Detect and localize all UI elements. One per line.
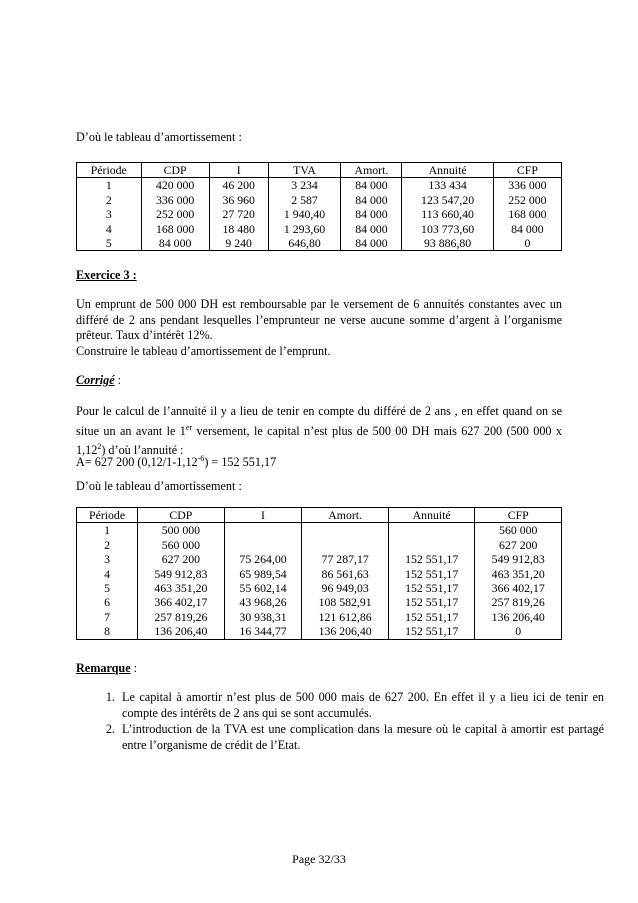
list-item: 2. L’introduction de la TVA est une complication dans la mesure où le capital à amortir est partagé entre l’organisme de crédit de l’Etat.: [118, 722, 604, 753]
table-cell: 560 000: [138, 538, 225, 552]
table-cell: 65 989,54: [224, 567, 302, 581]
table-cell: 3 234: [268, 178, 341, 193]
table-cell: [388, 523, 475, 538]
table-cell: 366 402,17: [138, 595, 225, 609]
header-cell: Annuité: [388, 508, 475, 523]
intro-text-1: D’où le tableau d’amortissement :: [76, 130, 242, 144]
table-cell: 84 000: [341, 178, 402, 193]
header-cell: I: [224, 508, 302, 523]
table-cell: 1: [77, 523, 138, 538]
table-row: [77, 567, 562, 581]
header-cell: TVA: [268, 163, 341, 178]
table-cell: 336 000: [141, 193, 209, 207]
table-cell: 43 968,26: [224, 595, 302, 609]
table-row: [77, 581, 562, 595]
table-row: [77, 538, 562, 552]
table-cell: 252 000: [141, 207, 209, 221]
table-row: [77, 178, 562, 193]
table-cell: 8: [77, 624, 138, 639]
remarque-heading: [76, 661, 562, 677]
superscript-2: 2: [97, 442, 102, 452]
table-cell: 108 582,91: [302, 595, 389, 609]
table-cell: 463 351,20: [138, 581, 225, 595]
table-cell: 84 000: [493, 222, 561, 236]
table-cell: [302, 523, 389, 538]
table-cell: 9 240: [209, 236, 268, 251]
corrige-colon: :: [114, 373, 122, 387]
table-cell: 152 551,17: [388, 567, 475, 581]
table-cell: 463 351,20: [475, 567, 562, 581]
table-row: [77, 523, 562, 538]
table-cell: 549 912,83: [475, 552, 562, 566]
table-cell: 5: [77, 236, 142, 251]
document-page: [76, 0, 604, 903]
table-cell: 121 612,86: [302, 610, 389, 624]
table-cell: 336 000: [493, 178, 561, 193]
table-cell: 96 949,03: [302, 581, 389, 595]
table-cell: 4: [77, 222, 142, 236]
corrige-heading: [76, 373, 562, 389]
table-cell: 0: [493, 236, 561, 251]
table-row: [77, 193, 562, 207]
table-cell: 3: [77, 552, 138, 566]
table-cell: 136 206,40: [302, 624, 389, 639]
table-header-row: [77, 508, 562, 523]
remarque-colon: :: [130, 661, 138, 675]
amortization-table-2: [76, 507, 562, 640]
formula-b: ) = 152 551,17: [204, 455, 277, 470]
page-footer: Page 32/33: [292, 852, 346, 866]
table-cell: 152 551,17: [388, 581, 475, 595]
exercise-task: Construire le tableau d’amortissement de l’emprunt.: [76, 344, 331, 358]
table-cell: 36 960: [209, 193, 268, 207]
table-cell: 152 551,17: [388, 552, 475, 566]
table-cell: 84 000: [341, 207, 402, 221]
table-cell: 84 000: [141, 236, 209, 251]
table-cell: [388, 538, 475, 552]
amortization-table-1: [76, 162, 562, 251]
table-cell: 152 551,17: [388, 595, 475, 609]
table-cell: 16 344,77: [224, 624, 302, 639]
corrige-text-b: versement, le capital n’est plus de 500 00 DH mais 627 200 (500 000 x 1,12: [76, 423, 562, 458]
table-cell: 257 819,26: [475, 595, 562, 609]
table-cell: 27 720: [209, 207, 268, 221]
table-cell: [302, 538, 389, 552]
table-cell: 2 587: [268, 193, 341, 207]
intro-text-2: D’où le tableau d’amortissement :: [76, 479, 242, 493]
table-cell: 646,80: [268, 236, 341, 251]
table-cell: 136 206,40: [138, 624, 225, 639]
table-cell: 136 206,40: [475, 610, 562, 624]
table-cell: 168 000: [493, 207, 561, 221]
table-cell: 123 547,20: [402, 193, 493, 207]
superscript-minus6: -6: [197, 454, 205, 463]
exercise-title: Exercice 3 :: [76, 268, 137, 282]
table-cell: 257 819,26: [138, 610, 225, 624]
table-body: [77, 178, 562, 251]
table-cell: 133 434: [402, 178, 493, 193]
list-item: 1. Le capital à amortir n’est plus de 500 000 mais de 627 200. En effet il y a lieu ici de tenir en compte des intérêts de 2 ans qui se sont accumulés.: [118, 690, 604, 721]
table-cell: 627 200: [138, 552, 225, 566]
table-cell: 113 660,40: [402, 207, 493, 221]
table-cell: 2: [77, 193, 142, 207]
header-cell: CFP: [493, 163, 561, 178]
table-cell: 0: [475, 624, 562, 639]
exercise-text: Un emprunt de 500 000 DH est remboursable par le versement de 6 annuités constantes avec un différé de 2 ans pendant lesquelles l’emprunteur ne verse aucune somme d’argent à l’organisme prêteur. Taux d’intérêt 12%.: [76, 297, 562, 342]
header-cell: Période: [77, 508, 138, 523]
table-cell: 152 551,17: [388, 610, 475, 624]
table-row: [77, 595, 562, 609]
remarque-list: [76, 690, 604, 754]
table-cell: 46 200: [209, 178, 268, 193]
header-cell: Amort.: [302, 508, 389, 523]
table-cell: 77 287,17: [302, 552, 389, 566]
annuity-formula: [76, 451, 562, 471]
table-cell: 560 000: [475, 523, 562, 538]
table-cell: 84 000: [341, 193, 402, 207]
table-cell: 3: [77, 207, 142, 221]
table-cell: 93 886,80: [402, 236, 493, 251]
table-cell: 2: [77, 538, 138, 552]
table-cell: 252 000: [493, 193, 561, 207]
header-cell: I: [209, 163, 268, 178]
header-cell: CDP: [141, 163, 209, 178]
table-cell: 103 773,60: [402, 222, 493, 236]
table-cell: 152 551,17: [388, 624, 475, 639]
corrige-text-c: ) d’où l’annuité :: [101, 443, 184, 458]
table-cell: [224, 523, 302, 538]
header-cell: Annuité: [402, 163, 493, 178]
table-cell: 4: [77, 567, 138, 581]
table-cell: 1 940,40: [268, 207, 341, 221]
table-cell: [224, 538, 302, 552]
table-cell: 549 912,83: [138, 567, 225, 581]
header-cell: CDP: [138, 508, 225, 523]
header-cell: CFP: [475, 508, 562, 523]
table-row: [77, 624, 562, 639]
table-cell: 168 000: [141, 222, 209, 236]
corrige-title: Corrigé: [76, 373, 115, 387]
table-cell: 84 000: [341, 236, 402, 251]
table-row: [77, 236, 562, 251]
table-cell: 627 200: [475, 538, 562, 552]
table-row: [77, 552, 562, 566]
table-cell: 1 293,60: [268, 222, 341, 236]
header-cell: Amort.: [341, 163, 402, 178]
table-cell: 366 402,17: [475, 581, 562, 595]
table-header-row: [77, 163, 562, 178]
corrige-text-a: Pour le calcul de l’annuité il y a lieu de tenir en compte du différé de 2 ans , en effet quand on se situe un an avant le 1: [76, 404, 562, 438]
table-row: [77, 610, 562, 624]
table-cell: 420 000: [141, 178, 209, 193]
table-cell: 86 561,63: [302, 567, 389, 581]
table-cell: 84 000: [341, 222, 402, 236]
table-row: [77, 222, 562, 236]
formula-a: A= 627 200 (0,12/1-1,12: [76, 455, 198, 470]
superscript-er: er: [185, 422, 193, 432]
table-cell: 7: [77, 610, 138, 624]
table-cell: 6: [77, 595, 138, 609]
table-body: [77, 523, 562, 639]
table-cell: 30 938,31: [224, 610, 302, 624]
table-cell: 5: [77, 581, 138, 595]
table-cell: 18 480: [209, 222, 268, 236]
table-row: [77, 207, 562, 221]
table-cell: 500 000: [138, 523, 225, 538]
table-cell: 55 602,14: [224, 581, 302, 595]
table-cell: 1: [77, 178, 142, 193]
remarque-title: Remarque: [76, 661, 131, 675]
table-cell: 75 264,00: [224, 552, 302, 566]
header-cell: Période: [77, 163, 142, 178]
